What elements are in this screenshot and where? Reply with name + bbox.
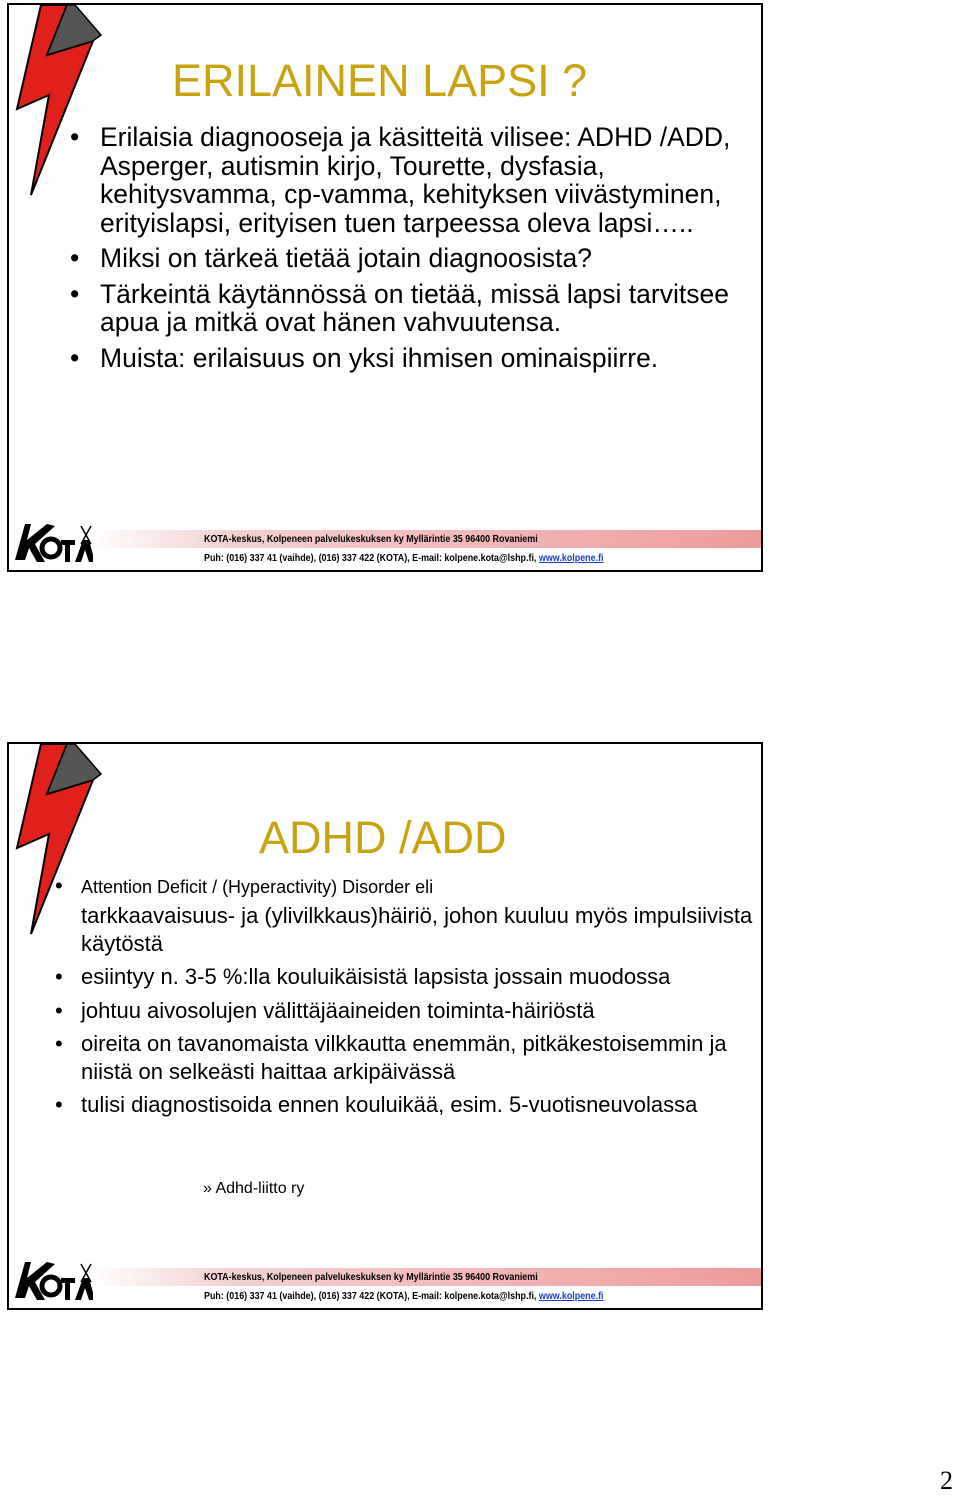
footer-contact	[204, 552, 604, 564]
list-item: • oireita on tavanomaista vilkkautta enemmän, pitkäkestoisemmin ja niistä on selkeästi haittaa arkipäivässä	[81, 1030, 761, 1085]
list-item	[81, 872, 761, 957]
kota-logo-icon	[11, 1252, 93, 1306]
kota-logo-icon	[11, 514, 93, 568]
footer-contact	[204, 1290, 604, 1302]
list-item: • Tärkeintä käytännössä on tietää, missä lapsi tarvitsee apua ja mitkä ovat hänen vahvuutensa.	[100, 280, 740, 337]
footer-contact-text: Puh: (016) 337 41 (vaihde), (016) 337 422 (KOTA), E-mail: kolpene.kota@lshp.fi,	[204, 552, 539, 564]
page-number: 2	[940, 1466, 953, 1495]
footer-address: KOTA-keskus, Kolpeneen palvelukeskuksen ky Myllärintie 35 96400 Rovaniemi	[204, 533, 538, 545]
list-item: • johtuu aivosolujen välittäjäaineiden toiminta-häiriöstä	[81, 997, 761, 1025]
slide-title: ERILAINEN LAPSI ?	[172, 55, 588, 106]
footer-contact-text: Puh: (016) 337 41 (vaihde), (016) 337 422 (KOTA), E-mail: kolpene.kota@lshp.fi,	[204, 1290, 539, 1302]
list-item: • Erilaisia diagnooseja ja käsitteitä vilisee: ADHD /ADD, Asperger, autismin kirjo, Tourette, dysfasia, kehitysvamma, cp-vamma, kehityksen viivästyminen, erityislapsi, erityisen tuen tarpeessa oleva lapsi…..	[100, 123, 740, 237]
slide-footer	[9, 508, 761, 570]
list-item: • tulisi diagnostisoida ennen kouluikää, esim. 5-vuotisneuvolassa	[81, 1091, 761, 1119]
slide-2	[7, 742, 763, 1310]
list-item: • esiintyy n. 3-5 %:lla kouluikäisistä lapsista jossain muodossa	[81, 963, 761, 991]
website-link[interactable]: www.kolpene.fi	[538, 1290, 604, 1302]
slide-title: ADHD /ADD	[259, 812, 507, 863]
slide-1	[7, 3, 763, 572]
definition-line: Attention Deficit / (Hyperactivity) Disorder eli	[81, 877, 434, 897]
definition-continuation: tarkkaavaisuus- ja (ylivilkkaus)häiriö, johon kuuluu myös impulsiivista käytöstä	[81, 903, 753, 956]
website-link[interactable]: www.kolpene.fi	[538, 552, 604, 564]
bullet-list	[100, 123, 740, 379]
source-citation: » Adhd-liitto ry	[203, 1180, 305, 1197]
footer-address: KOTA-keskus, Kolpeneen palvelukeskuksen ky Myllärintie 35 96400 Rovaniemi	[204, 1271, 538, 1283]
slide-footer	[9, 1246, 761, 1308]
bullet-list	[81, 872, 761, 1125]
list-item: • Muista: erilaisuus on yksi ihmisen ominaispiirre.	[100, 344, 740, 373]
list-item: • Miksi on tärkeä tietää jotain diagnoosista?	[100, 244, 740, 273]
